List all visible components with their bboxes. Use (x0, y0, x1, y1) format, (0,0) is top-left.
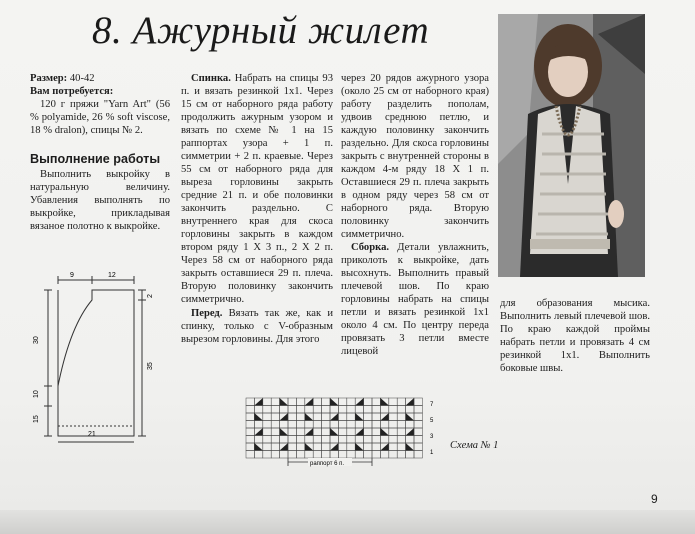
page-number: 9 (651, 492, 658, 506)
size-label: Размер: (30, 73, 68, 84)
chart-cell (254, 421, 262, 429)
chart-cell (322, 406, 330, 414)
chart-cell (296, 406, 304, 414)
chart-symbol (280, 413, 288, 421)
chart-cell (372, 398, 380, 406)
chart-cell (305, 421, 313, 429)
chart-cell (313, 443, 321, 451)
chart-cell (397, 428, 405, 436)
pattern-top-dim-1: 9 (70, 272, 74, 279)
chart-cell (246, 436, 254, 444)
chart-cell (246, 451, 254, 459)
chart-symbol (305, 398, 313, 406)
chart-cell (246, 443, 254, 451)
chart-cell (397, 406, 405, 414)
chart-cell (347, 443, 355, 451)
chart-cell (330, 406, 338, 414)
chart-cell (254, 406, 262, 414)
chart-symbol (330, 398, 338, 406)
chart-symbol (254, 398, 262, 406)
chart-cell (296, 436, 304, 444)
chart-cell (338, 451, 346, 459)
chart-symbol (380, 428, 388, 436)
chart-cell (271, 421, 279, 429)
chart-cell (313, 398, 321, 406)
chart-cell (296, 421, 304, 429)
chart-cell (372, 436, 380, 444)
chart-cell (414, 443, 422, 451)
chart-cell (364, 406, 372, 414)
column-4 (500, 297, 650, 375)
chart-cell (338, 398, 346, 406)
chart-symbol (380, 398, 388, 406)
chart-cell (338, 413, 346, 421)
chart-cell (380, 451, 388, 459)
chart-cell (271, 451, 279, 459)
column-1 (30, 72, 170, 233)
front-text: Вязать так же, как и спинку, только с V-образным вырезом горловины. Для этого (181, 308, 333, 345)
chart-cell (355, 406, 363, 414)
chart-cell (347, 398, 355, 406)
chart-cell (280, 421, 288, 429)
chart-cell (322, 398, 330, 406)
article-title: 8. Ажурный жилет (92, 9, 430, 52)
chart-cell (355, 436, 363, 444)
chart-symbol (305, 428, 313, 436)
chart-cell (397, 436, 405, 444)
chart-cell (414, 451, 422, 459)
chart-symbol (380, 413, 388, 421)
chart-symbol (355, 398, 363, 406)
chart-cell (389, 398, 397, 406)
chart-cell (372, 428, 380, 436)
chart-cell (246, 413, 254, 421)
chart-cell (389, 443, 397, 451)
chart-cell (263, 443, 271, 451)
chart-cell (414, 406, 422, 414)
chart-cell (296, 413, 304, 421)
pattern-left-dim-3: 15 (33, 415, 40, 423)
chart-cell (364, 451, 372, 459)
chart-symbol (254, 413, 262, 421)
chart-cell (397, 421, 405, 429)
chart-cell (355, 451, 363, 459)
chart-cell (347, 421, 355, 429)
chart-cell (380, 406, 388, 414)
chart-symbol (280, 443, 288, 451)
chart-cell (288, 421, 296, 429)
pattern-top-dim-2: 12 (108, 272, 116, 279)
chart-symbol (280, 398, 288, 406)
chart-cell (322, 436, 330, 444)
pattern-left-dim-2: 10 (33, 390, 40, 398)
chart-cell (271, 436, 279, 444)
chart-cell (338, 436, 346, 444)
chart-cell (322, 413, 330, 421)
assembly-label: Сборка. (351, 242, 390, 253)
chart-rapport-label: раппорт 6 п. (310, 461, 345, 467)
chart-cell (271, 406, 279, 414)
chart-cell (296, 443, 304, 451)
chart-symbol (355, 413, 363, 421)
chart-cell (406, 421, 414, 429)
chart-cell (313, 428, 321, 436)
back-text: Набрать на спицы 93 п. и вязать резинкой 1x1. Через 15 см от наборного ряда работу продолжить ажурным узором и вязать по схеме № 1 на 15 раппортах узора + 1 п. симметрии + 2 п. краевые. Через 55 см от наборного ряда для выреза горловины закрыть средние 21 п. и обе половинки закончить раздельно. С внутреннего края для скоса горловины закрыть в каждом втором ряду 1 X 3 п., 2 X 2 п. Через 58 см от наборного ряда закрыть оставшиеся 29 п. плеча. Вторую половинку закончить симметрично. (181, 73, 333, 305)
chart-cell (372, 413, 380, 421)
chart-symbol (330, 413, 338, 421)
chart-cell (338, 406, 346, 414)
work-text: Выполнить выкройку в натуральную величину. Убавления выполнять по выкройке, прикладывая вязаное полотно к выкройке. (30, 169, 170, 232)
chart-cell (305, 406, 313, 414)
chart-symbol (355, 428, 363, 436)
chart-cell (280, 406, 288, 414)
chart-cell (414, 428, 422, 436)
chart-cell (330, 436, 338, 444)
chart-cell (296, 428, 304, 436)
chart-cell (414, 421, 422, 429)
chart-cell (271, 428, 279, 436)
chart-cell (347, 436, 355, 444)
chart-cell (263, 428, 271, 436)
front-label: Перед. (191, 308, 223, 319)
chart-cell (414, 398, 422, 406)
chart-cell (288, 428, 296, 436)
chart-cell (280, 436, 288, 444)
chart-cell (347, 428, 355, 436)
chart-cell (414, 436, 422, 444)
chart-cell (296, 398, 304, 406)
size-value: 40-42 (67, 73, 95, 84)
materials-label: Вам потребуется: (30, 86, 114, 97)
pattern-right-dim-2: 35 (147, 362, 154, 370)
chart-cell (322, 421, 330, 429)
chart-cell (263, 421, 271, 429)
chart-cell (338, 428, 346, 436)
chart-cell (364, 436, 372, 444)
chart-cell (246, 421, 254, 429)
chart-cell (338, 443, 346, 451)
chart-cell (397, 451, 405, 459)
pattern-diagram (30, 266, 155, 451)
chart-cell (254, 436, 262, 444)
chart-cell (364, 398, 372, 406)
chart-symbol (406, 413, 414, 421)
chart-cell (397, 443, 405, 451)
chart-cell (347, 413, 355, 421)
chart-grid (246, 398, 422, 458)
chart-cell (380, 436, 388, 444)
chart-symbol (330, 443, 338, 451)
chart-symbol (380, 443, 388, 451)
chart-cell (330, 451, 338, 459)
chart-cell (389, 428, 397, 436)
chart-row-1: 1 (430, 450, 434, 456)
chart-cell (397, 398, 405, 406)
chart-cell (246, 406, 254, 414)
chart-cell (288, 443, 296, 451)
chart-cell (406, 451, 414, 459)
chart-cell (313, 421, 321, 429)
chart-cell (389, 436, 397, 444)
chart-cell (271, 398, 279, 406)
chart-cell (389, 421, 397, 429)
chart-cell (271, 413, 279, 421)
chart-cell (372, 406, 380, 414)
chart-symbol (330, 428, 338, 436)
chart-symbol (305, 443, 313, 451)
chart-symbol (305, 413, 313, 421)
chart-cell (322, 428, 330, 436)
chart-cell (406, 436, 414, 444)
chart-cell (296, 451, 304, 459)
chart-cell (263, 436, 271, 444)
chart-cell (330, 421, 338, 429)
knitting-chart (240, 396, 440, 473)
chart-cell (288, 436, 296, 444)
chart-cell (271, 443, 279, 451)
chart-row-7: 7 (430, 402, 434, 408)
chart-cell (288, 413, 296, 421)
chart-symbol (280, 428, 288, 436)
page-fold (0, 510, 695, 534)
chart-symbol (355, 443, 363, 451)
chart-cell (364, 443, 372, 451)
chart-row-3: 3 (430, 434, 434, 440)
chart-cell (313, 436, 321, 444)
back-label: Спинка. (191, 73, 231, 84)
chart-cell (288, 406, 296, 414)
chart-cell (254, 451, 262, 459)
pattern-left-dim-1: 30 (33, 336, 40, 344)
assembly-text: Детали увлажнить, приколоть к выкройке, дать высохнуть. Выполнить правый плечевой шов. По краю горловины набрать на спицы петли и вязать резинкой 1x1 около 4 см. По центру переда провязать 3 петли вместе лицевой (341, 242, 489, 357)
chart-cell (414, 413, 422, 421)
pattern-bottom-dim: 21 (88, 431, 96, 438)
chart-cell (364, 421, 372, 429)
chart-cell (338, 421, 346, 429)
chart-cell (347, 451, 355, 459)
assembly-continued-text: для образования мысика. Выполнить левый плечевой шов. По краю каждой проймы набрать петли и провязать 4 см резинкой 1x1. Выполнить боковые швы. (500, 298, 650, 374)
chart-row-5: 5 (430, 418, 434, 424)
chart-cell (322, 443, 330, 451)
materials-text: 120 г пряжи "Yarn Art" (56 % polyamide, 26 % soft viscose, 18 % dralon), спицы № 2. (30, 99, 170, 136)
chart-cell (263, 413, 271, 421)
chart-cell (322, 451, 330, 459)
column-2 (181, 72, 333, 346)
chart-cell (364, 413, 372, 421)
chart-symbol (254, 443, 262, 451)
scheme-label: Схема № 1 (450, 440, 499, 451)
chart-cell (305, 436, 313, 444)
chart-cell (347, 406, 355, 414)
chart-cell (280, 451, 288, 459)
chart-cell (406, 406, 414, 414)
chart-cell (305, 451, 313, 459)
chart-cell (389, 451, 397, 459)
chart-cell (364, 428, 372, 436)
chart-symbol (406, 428, 414, 436)
chart-cell (397, 413, 405, 421)
pattern-right-dim-1: 2 (147, 294, 154, 298)
chart-symbol (406, 443, 414, 451)
chart-cell (313, 451, 321, 459)
chart-symbol (406, 398, 414, 406)
work-heading: Выполнение работы (30, 152, 161, 166)
chart-cell (380, 421, 388, 429)
chart-cell (263, 406, 271, 414)
chart-cell (372, 443, 380, 451)
front-continued-text: через 20 рядов ажурного узора (около 25 см от наборного края) работу разделить пополам, удвоив среднюю петлю, и каждую половинку закончить раздельно. Для скоса горловины закрыть с внутренней стороны в каждом 4-м ряду 18 X 1 п. Оставшиеся 29 п. плеча закрыть в одном ряду через 58 см от наборного ряда. Вторую половинку закончить симметрично. (341, 73, 489, 240)
chart-cell (389, 413, 397, 421)
chart-cell (246, 428, 254, 436)
column-3 (341, 72, 489, 358)
chart-symbol (254, 428, 262, 436)
chart-cell (313, 406, 321, 414)
chart-cell (389, 406, 397, 414)
chart-cell (313, 413, 321, 421)
chart-cell (263, 451, 271, 459)
chart-cell (372, 451, 380, 459)
chart-cell (288, 398, 296, 406)
chart-cell (246, 398, 254, 406)
chart-cell (288, 451, 296, 459)
chart-cell (355, 421, 363, 429)
model-photo (498, 14, 645, 277)
chart-cell (372, 421, 380, 429)
chart-cell (263, 398, 271, 406)
